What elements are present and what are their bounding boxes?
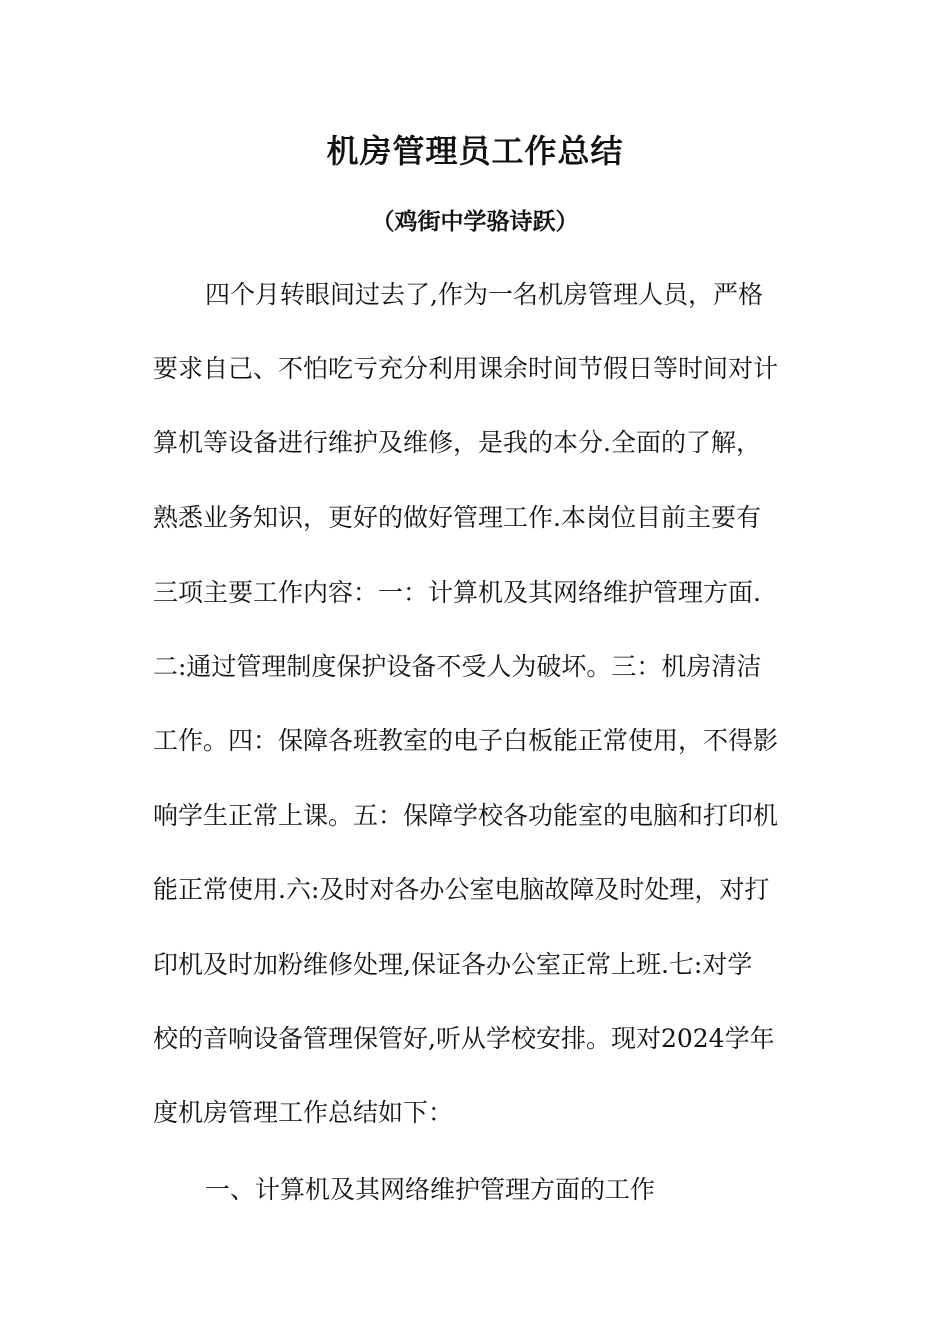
paragraph-line: 度机房管理工作总结如下： — [153, 1098, 454, 1127]
paragraph-line: 工作。四：保障各班教室的电子白板能正常使用，不得影 — [153, 726, 779, 755]
paragraph-line: 二:通过管理制度保护设备不受人为破坏。三：机房清洁 — [153, 652, 762, 681]
paragraph-line: 响学生正常上课。五：保障学校各功能室的电脑和打印机 — [153, 801, 779, 830]
paragraph-line: 印机及时加粉维修处理,保证各办公室正常上班.七:对学 — [153, 950, 753, 979]
paragraph-line: 熟悉业务知识，更好的做好管理工作.本岗位目前主要有 — [153, 503, 761, 532]
document-title: 机房管理员工作总结 — [326, 132, 624, 170]
paragraph-line: 能正常使用.六:及时对各办公室电脑故障及时处理，对打 — [153, 875, 770, 904]
section-heading: 一、计算机及其网络维护管理方面的工作 — [205, 1175, 656, 1204]
paragraph-line: 校的音响设备管理保管好,听从学校安排。现对2024学年 — [153, 1024, 775, 1053]
document-subtitle: （鸡街中学骆诗跃） — [371, 208, 579, 235]
paragraph-line: 四个月转眼间过去了,作为一名机房管理人员，严格 — [205, 280, 763, 309]
paragraph-line: 三项主要工作内容：一：计算机及其网络维护管理方面. — [153, 578, 761, 607]
paragraph-line: 算机等设备进行维护及维修，是我的本分.全面的了解， — [153, 428, 761, 457]
paragraph-line: 要求自己、不怕吃亏充分利用课余时间节假日等时间对计 — [153, 354, 779, 383]
